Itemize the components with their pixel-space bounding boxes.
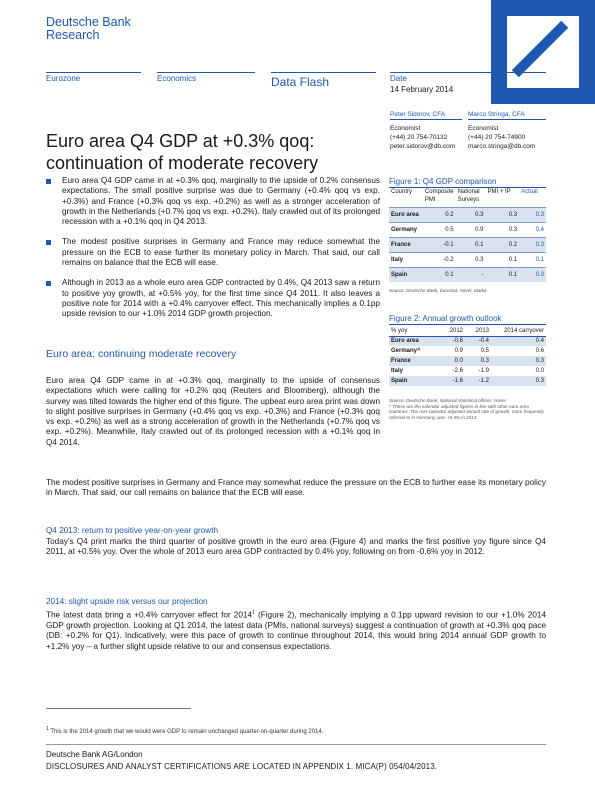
divider <box>46 72 141 73</box>
footnote-ref[interactable]: 1 <box>252 610 255 616</box>
report-type: Data Flash <box>271 75 330 89</box>
brand-line-1: Deutsche Bank <box>46 15 131 29</box>
growth-outlook-table <box>389 326 546 386</box>
brand-name <box>46 16 131 42</box>
footer-divider <box>46 744 546 745</box>
summary-bullets <box>46 176 380 330</box>
list-item: Although in 2013 as a whole euro area GDP contracted by 0.4%, Q4 2013 saw a return to positive yoy growth, at +0.5% yoy, for the first time since Q4 2011. It also leaves a positive note for 2014 with a +0.4% carryover effect. This mechanically implies a 0.1pp upside revision to our +1.0% 2014 GDP growth projection. <box>46 278 380 319</box>
table-row: Italy -2.6 -1.9 0.0 <box>391 368 544 374</box>
paragraph: Euro area Q4 GDP came in at +0.3% qoq, marginally to the upside of consensus expectations which were calling for +0.2% qoq (Reuters and Bloomberg), although the survey was tilted towards the higher end of this figure. The upbeat euro area print was down to slight positive surprises in Germany (+0.4% qoq vs exp. +0.3%) and France (+0.3% qoq vs exp. +0.2%) as well as a strong acceleration of growth in the Netherlands (+0.7% qoq vs exp. +0.2%). Meanwhile, Italy crawled out of its prolonged recession with a +0.1% qoq in Q4 2014. <box>46 376 380 447</box>
figure-source: Source: Deutsche Bank, National statistical offices, Haver ^ These are the calendar adjusted figures in line with other euro area countries. The non-calendar adjusted annual rate of growth, more frequently referred to in Germany, was +0.4% in 2013. <box>389 398 544 420</box>
author-email-link[interactable]: marco.stringa@db.com <box>468 143 536 150</box>
figure-title: Figure 1: Q4 GDP comparison <box>389 177 497 186</box>
column-header: National Surveys <box>457 189 480 203</box>
divider <box>271 72 376 73</box>
author-phone: (+44) 20 754-74900 <box>468 134 526 141</box>
date-label: Date <box>390 74 407 83</box>
footnote-divider <box>46 708 191 709</box>
footer-company: Deutsche Bank AG/London <box>46 750 143 759</box>
author-phone: (+44) 20 754-70132 <box>390 134 448 141</box>
date-value: 14 February 2014 <box>390 85 454 94</box>
divider <box>389 187 546 188</box>
section-heading: 2014: slight upside risk versus our projection <box>46 597 208 606</box>
table-row: Germany 0.5 0.9 0.3 0.4 <box>389 222 546 237</box>
table-row: France 0.0 0.3 0.3 <box>391 358 544 364</box>
footnote: $^1$ This is the 2014 growth that we would were GDP to remain unchanged quarter-on-quarter during 2014. <box>46 726 324 735</box>
brand-line-2: Research <box>46 28 100 42</box>
category-topic: Economics <box>157 74 197 83</box>
section-heading: Euro area: continuing moderate recovery <box>46 348 237 360</box>
divider <box>390 72 546 73</box>
author-name: Peter Sidorov, CFA <box>390 111 446 118</box>
divider <box>157 72 255 73</box>
paragraph: The latest data bring a +0.4% carryover effect for 2014$^1$ (Figure 2), mechanically implying a 0.1pp upward revision to our +1.0% 2014 GDP growth projection. Looking at Q1 2014, the latest data (PMIs, national surveys) suggest a continuation of growth at +0.3% qoq pace (DB: +0.2% for Q1). Indicatively, were this pace of growth to continue throughout 2014, this would bring 2014 annual GDP growth to +1.2% yoy – a further slight upside relative to our and consensus expectations. <box>46 610 546 651</box>
section-heading: Q4 2013: return to positive year-on-year growth <box>46 526 219 535</box>
divider <box>389 324 546 325</box>
paragraph: Today’s Q4 print marks the third quarter of positive growth in the euro area (Figure 4) and marks the first positive yoy figure since Q4 2011, at +0.5% yoy. Over the whole of 2013 euro area GDP contracted by 0.4% yoy, following on from -0.6% yoy in 2012. <box>46 537 546 557</box>
table-header-row <box>389 326 546 336</box>
column-header: 2014 carryover <box>491 326 546 336</box>
table-header-row <box>389 189 546 207</box>
table-row: Italy -0.2 0.3 0.1 0.1 <box>389 252 546 267</box>
gdp-comparison-table <box>389 189 546 282</box>
page-title: Euro area Q4 GDP at +0.3% qoq: continuation of moderate recovery <box>46 131 319 173</box>
list-item: The modest positive surprises in Germany and France may reduce somewhat the pressure on the ECB to ease further its monetary policy in March. That said, our call remains on balance that the ECB will ease. <box>46 237 380 268</box>
author-role: Economist <box>468 125 499 132</box>
table-row: Germany^ 0.9 0.5 0.6 <box>391 348 544 354</box>
deutsche-bank-logo-icon <box>491 0 595 104</box>
column-header: 2012 <box>435 326 465 336</box>
table-row: Euro area -0.6 -0.4 0.4 <box>389 336 546 346</box>
category-region: Eurozone <box>46 74 81 83</box>
table-row: France -0.1 0.1 0.2 0.3 <box>389 237 546 252</box>
column-header: Composite PMI <box>424 189 454 203</box>
footer-disclosure: DISCLOSURES AND ANALYST CERTIFICATIONS ARE LOCATED IN APPENDIX 1. MICA(P) 054/04/2013. <box>46 762 438 771</box>
author-email-link[interactable]: peter.sidorov@db.com <box>390 143 456 150</box>
figure-source: Source: Deutsche Bank, Eurostat, Haver, Markit <box>389 288 487 293</box>
divider <box>390 119 462 120</box>
column-header: Actual <box>521 189 538 195</box>
table-row: Spain 0.1 - 0.1 0.3 <box>389 267 546 282</box>
table-row: Euro area 0.2 0.3 0.3 0.3 <box>389 207 546 222</box>
table-row: Spain -1.6 -1.2 0.3 <box>391 378 544 384</box>
figure-title: Figure 2: Annual growth outlook <box>389 314 502 323</box>
divider <box>468 119 546 120</box>
column-header: % yoy <box>389 326 435 336</box>
column-header: 2013 <box>465 326 491 336</box>
column-header: Country <box>391 189 413 195</box>
column-header: PMI + IP <box>487 189 511 195</box>
author-name: Marco Stringa, CFA <box>468 111 525 118</box>
author-role: Economist <box>390 125 421 132</box>
list-item: Euro area Q4 GDP came in at +0.3% qoq, marginally to the upside of 0.2% consensus expectations. The small positive surprise was due to Germany (+0.4% qoq vs exp. +0.3%) and France (+0.3% qoq vs exp. +0.2%) as well as a stronger acceleration of growth in the Netherlands (+0.7% qoq vs exp. +0.2%). Italy crawled out of its prolonged recession with a +0.1% qoq in Q4 2013. <box>46 176 380 227</box>
paragraph: The modest positive surprises in Germany and France may somewhat reduce the pressure on the ECB to further ease its monetary policy in March. That said, our call remains on balance that the ECB will ease. <box>46 478 546 498</box>
